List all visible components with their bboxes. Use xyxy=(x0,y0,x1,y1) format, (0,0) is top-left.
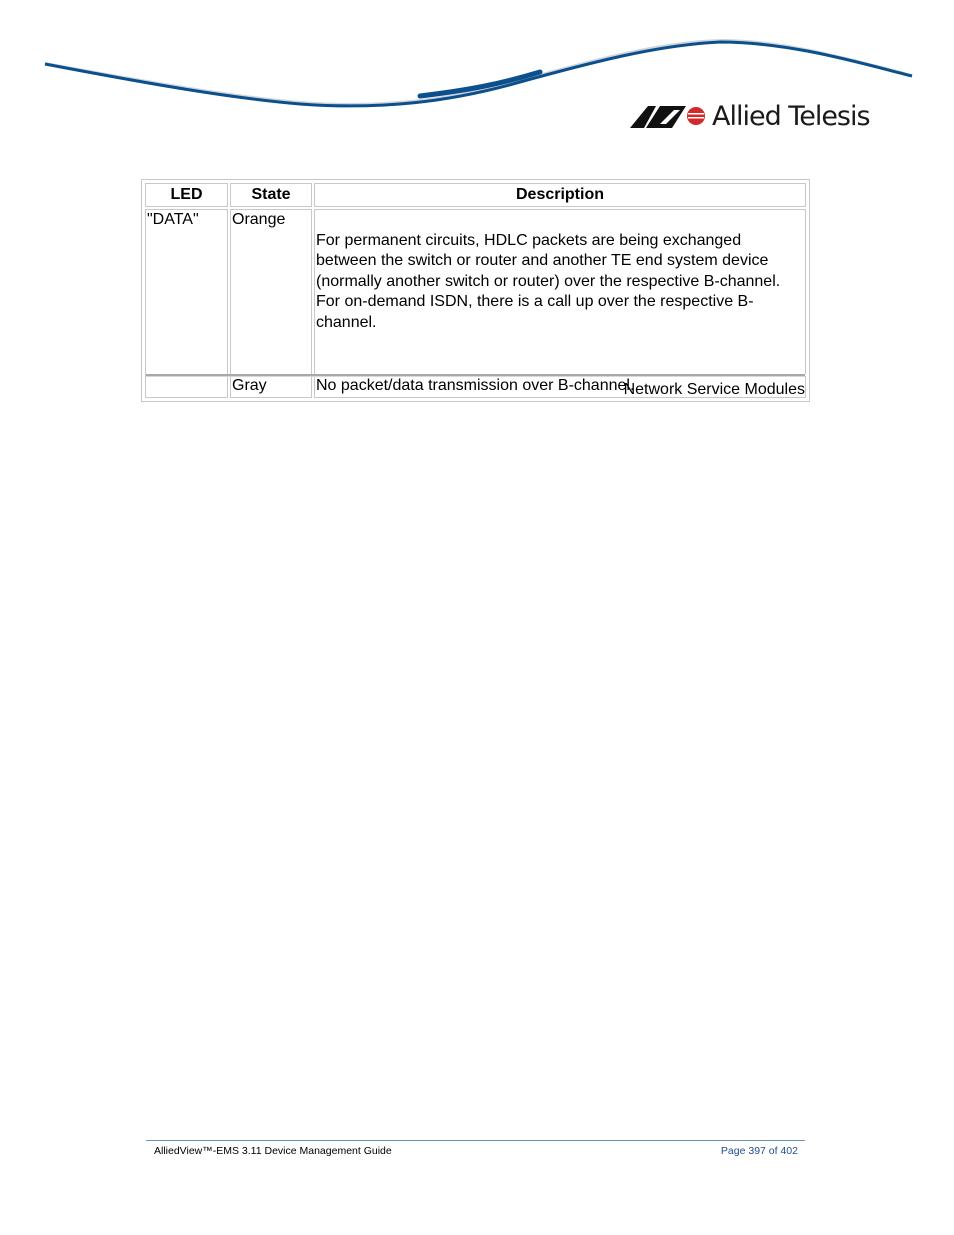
table-row xyxy=(145,209,806,374)
section-label: Network Service Modules xyxy=(623,381,805,398)
table-header-row xyxy=(145,183,806,207)
footer-divider xyxy=(146,1140,805,1141)
led-cell: "DATA" xyxy=(145,209,228,398)
description-cell xyxy=(314,209,806,374)
header-led: LED xyxy=(145,183,228,207)
footer-page-info: Page 397 of 402 xyxy=(720,1145,798,1157)
header-state: State xyxy=(230,183,312,207)
description-cell: No packet/data transmission over B-channel. xyxy=(314,376,806,398)
state-cell: Gray xyxy=(230,376,312,398)
footer-doc-title: AlliedView™-EMS 3.11 Device Management Guide xyxy=(154,1145,392,1157)
header-description: Description xyxy=(314,183,806,207)
brand-logo xyxy=(630,100,870,134)
state-cell xyxy=(230,209,312,374)
description-value: For permanent circuits, HDLC packets are being exchanged between the switch or router and another TE end system device (normally another switch or router) over the respective B-channel. For on-demand ISDN, there is a call up over the respective B- channel. xyxy=(316,231,781,331)
section-divider xyxy=(146,374,805,377)
allied-telesis-mark-icon xyxy=(630,104,706,130)
state-value: Orange xyxy=(232,211,286,228)
brand-name: Allied Telesis xyxy=(712,101,870,132)
led-state-table xyxy=(141,179,810,402)
